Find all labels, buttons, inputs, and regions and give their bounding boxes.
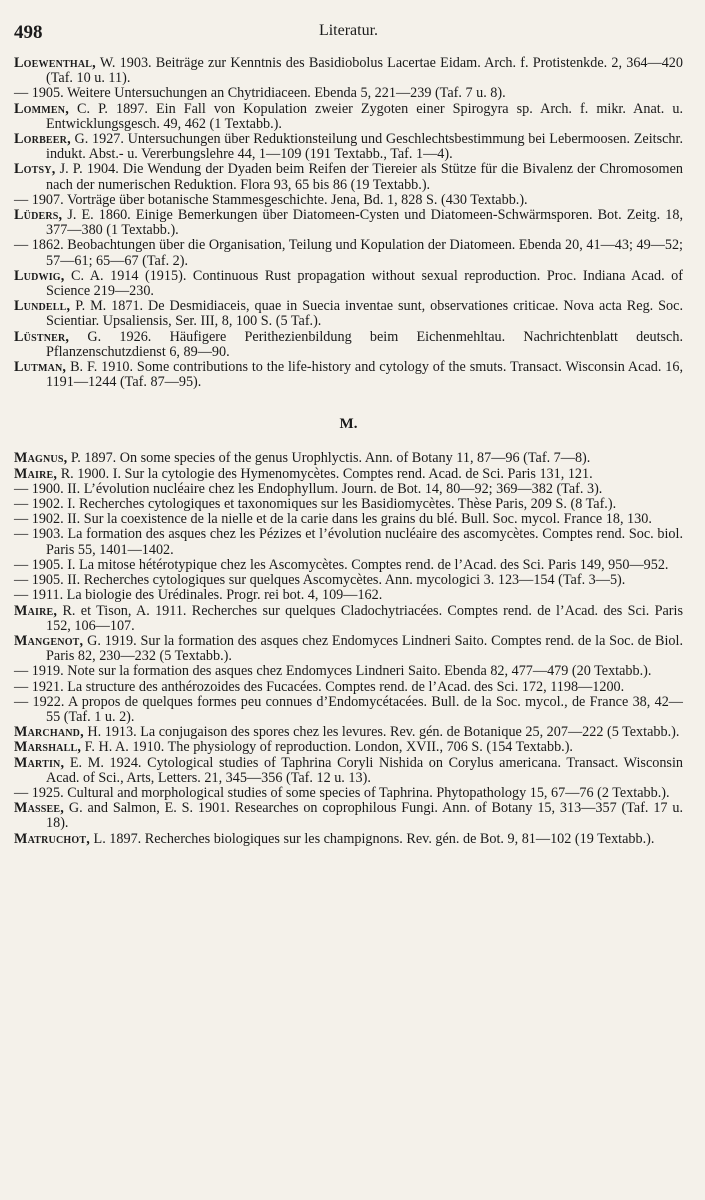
bibliography-entry [14,56,683,86]
entry-text: J. E. 1860. Einige Bemerkungen über Diatomeen-Cysten und Diatomeen-Schwärmsporen. Bot. Zeitg. 18, 377—380 (1 Textabb.). [46,207,683,239]
bibliography-entry [14,482,683,497]
bibliography-entry [14,102,683,132]
entry-author: Martin, [14,754,65,771]
entry-author: Lundell, [14,298,71,315]
entry-author: Marshall, [14,739,82,756]
entry-text: L. 1897. Recherches biologiques sur les champignons. Rev. gén. de Bot. 9, 81—102 (19 Textabb.). [89,830,655,847]
entry-text: R. et Tison, A. 1911. Recherches sur quelques Cladochytriacées. Comptes rend. de l’Acad. des Sci. Paris 152, 106—107. [46,602,683,634]
bibliography-entry [14,588,683,603]
bibliography-entry [14,725,683,740]
bibliography-entry [14,238,683,268]
entry-text: — 1921. La structure des anthérozoides des Fucacées. Comptes rend. de l’Acad. des Sci. 172, 1198—1200. [14,678,625,695]
bibliography-entry [14,360,683,390]
bibliography-entry [14,497,683,512]
entry-text: — 1903. La formation des asques chez les Pézizes et l’évolution nucléaire des ascomycètes. Comptes rend. Soc. biol. Paris 55, 1401—1402. [14,526,683,558]
entry-text: — 1905. Weitere Untersuchungen an Chytridiaceen. Ebenda 5, 221—239 (Taf. 7 u. 8). [14,85,506,102]
entry-author: Lommen, [14,100,69,117]
bibliography-entry [14,664,683,679]
bibliography-entry [14,558,683,573]
entry-text: G. 1927. Untersuchungen über Reduktionsteilung und Geschlechtsbestimmung bei Lebermoosen. Zeitschr. indukt. Abst.- u. Vererbungslehre 44, 1—109 (191 Textabb., Taf. 1—4). [46,131,683,163]
bibliography-entry [14,680,683,695]
entry-text: — 1900. II. L’évolution nucléaire chez les Endophyllum. Journ. de Bot. 14, 80—92; 369—382 (Taf. 3). [14,480,603,497]
entry-author: Maire, [14,602,58,619]
bibliography-entry [14,634,683,664]
entry-text: F. H. A. 1910. The physiology of reproduction. London, XVII., 706 S. (154 Textabb.). [81,739,573,756]
entry-author: Loewenthal, [14,55,96,71]
entry-text: — 1919. Note sur la formation des asques chez Endomyces Lindneri Saito. Ebenda 82, 477—479 (20 Textabb.). [14,663,652,680]
bibliography-section-l [14,56,683,390]
bibliography-entry [14,162,683,192]
entry-author: Marchand, [14,724,84,741]
page-number: 498 [14,22,43,43]
bibliography-entry [14,86,683,101]
entry-text: B. F. 1910. Some contributions to the life-history and cytology of the smuts. Transact. Wisconsin Acad. 16, 1191—1244 (Taf. 87—95). [46,359,683,391]
entry-text: E. M. 1924. Cytological studies of Taphrina Coryli Nishida on Corylus americana. Transact. Wisconsin Acad. of Sci., Arts, Letters. 21, 345—356 (Taf. 12 u. 13). [46,754,683,786]
page-header [14,18,683,56]
entry-author: Massee, [14,800,65,817]
entry-text: R. 1900. I. Sur la cytologie des Hymenomycètes. Comptes rend. Acad. de Sci. Paris 131, 121. [57,465,593,482]
bibliography-entry [14,132,683,162]
bibliography-entry [14,193,683,208]
entry-text: — 1925. Cultural and morphological studies of some species of Taphrina. Phytopathology 15, 67—76 (2 Textabb.). [14,784,670,801]
entry-text: — 1911. La biologie des Urédinales. Progr. rei bot. 4, 109—162. [14,587,383,604]
entry-text: G. 1926. Häufigere Perithezienbildung beim Eichenmehltau. Nachrichtenblatt deutsch. Pflanzenschutzdienst 6, 89—90. [46,328,683,360]
bibliography-section-m [14,451,683,846]
bibliography-entry [14,208,683,238]
bibliography-entry [14,299,683,329]
bibliography-entry [14,832,683,847]
entry-author: Lorbeer, [14,131,71,148]
entry-text: P. 1897. On some species of the genus Urophlyctis. Ann. of Botany 11, 87—96 (Taf. 7—8). [67,450,591,467]
bibliography-entry [14,467,683,482]
entry-text: — 1905. I. La mitose hétérotypique chez les Ascomycètes. Comptes rend. de l’Acad. des Sci. Paris 149, 950—952. [14,556,669,573]
section-letter: M. [339,416,358,433]
entry-author: Ludwig, [14,267,65,284]
entry-author: Mangenot, [14,632,84,649]
entry-author: Lüders, [14,207,63,224]
bibliography-entry [14,801,683,831]
entry-text: W. 1903. Beiträge zur Kenntnis des Basidiobolus Lacertae Eidam. Arch. f. Protistenkde. 2, 364—420 (Taf. 10 u. 11). [46,55,683,87]
entry-author: Matruchot, [14,830,90,847]
entry-text: J. P. 1904. Die Wendung der Dyaden beim Reifen der Tiereier als Stütze für die Bivalenz der Chromosomen nach der numerischen Reduktion. Flora 93, 65 bis 86 (19 Textabb.). [46,161,683,193]
entry-text: C. A. 1914 (1915). Continuous Rust propagation without sexual reproduction. Proc. Indiana Acad. of Science 219—230. [46,267,683,300]
bibliography-entry [14,695,683,725]
bibliography-entry [14,573,683,588]
entry-text: — 1902. II. Sur la coexistence de la nielle et de la carie dans les grains du blé. Bull. Soc. mycol. France 18, 130. [14,511,652,528]
bibliography-entry [14,527,683,557]
bibliography-entry [14,740,683,755]
entry-text: H. 1913. La conjugaison des spores chez les levures. Rev. gén. de Botanique 25, 207—222 (5 Textabb.). [83,724,680,741]
bibliography-entry [14,512,683,527]
entry-author: Maire, [14,465,58,482]
bibliography-entry [14,269,683,299]
entry-author: Lüstner, [14,328,70,345]
entry-text: C. P. 1897. Ein Fall von Kopulation zweier Zygoten einer Spirogyra sp. Arch. f. mikr. Anat. u. Entwicklungsgesch. 49, 462 (1 Textabb.). [46,100,683,132]
bibliography-entry [14,330,683,360]
entry-text: — 1905. II. Recherches cytologiques sur quelques Ascomycètes. Ann. mycologici 3. 123—154 (Taf. 3—5). [14,572,626,589]
entry-text: G. and Salmon, E. S. 1901. Researches on coprophilous Fungi. Ann. of Botany 15, 313—357 (Taf. 17 u. 18). [46,800,683,832]
entry-author: Lotsy, [14,161,56,178]
entry-text: — 1907. Vorträge über botanische Stammesgeschichte. Jena, Bd. 1, 828 S. (430 Textabb.). [14,191,528,208]
entry-author: Lutman, [14,359,67,376]
entry-text: G. 1919. Sur la formation des asques chez Endomyces Lindneri Saito. Comptes rend. de la Soc. de Biol. Paris 82, 230—232 (5 Textabb.). [46,632,683,665]
bibliography-entry [14,604,683,634]
entry-text: P. M. 1871. De Desmidiaceis, quae in Suecia inventae sunt, observationes criticae. Nova acta Reg. Soc. Scientiar. Upsaliensis, Ser. III, 8, 100 S. (5 Taf.). [46,298,683,330]
entry-text: — 1862. Beobachtungen über die Organisation, Teilung und Kopulation der Diatomeen. Ebenda 20, 41—43; 49—52; 57—61; 65—67 (Taf. 2). [14,237,683,269]
bibliography-entry [14,451,683,466]
bibliography-entry [14,756,683,786]
running-head: Literatur. [318,22,379,39]
entry-author: Magnus, [14,450,68,467]
bibliography-entry [14,786,683,801]
entry-text: — 1922. A propos de quelques formes peu connues d’Endomycétacées. Bull. de la Soc. mycol., de France 38, 42—55 (Taf. 1 u. 2). [14,693,683,725]
entry-text: — 1902. I. Recherches cytologiques et taxonomiques sur les Basidiomycètes. Thèse Paris, 209 S. (8 Taf.). [14,496,617,513]
